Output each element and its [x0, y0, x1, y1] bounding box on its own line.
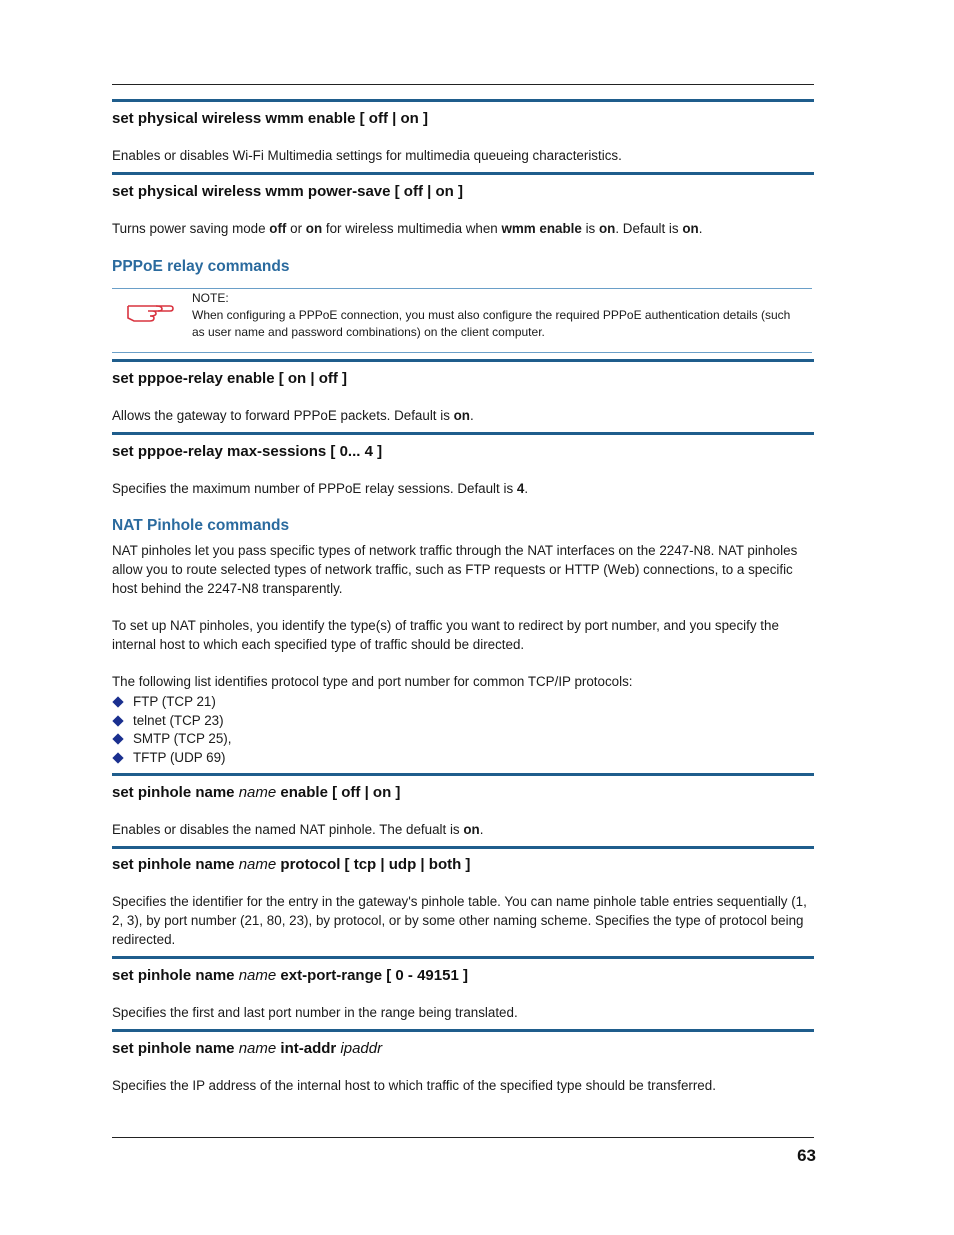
nat-paragraph: The following list identifies protocol type and port number for common TCP/IP protocols:: [112, 674, 633, 689]
footer-rule: [112, 1137, 814, 1138]
pointing-hand-icon: [126, 297, 174, 323]
command-rule: [112, 846, 814, 849]
list-item: TFTP (UDP 69): [112, 749, 712, 768]
note-label: NOTE:: [192, 291, 229, 305]
command-pppoe-enable: set pppoe-relay enable [ on | off ]: [112, 370, 348, 387]
section-heading-pppoe: PPPoE relay commands: [112, 258, 290, 275]
diamond-bullet-icon: [112, 696, 123, 707]
desc-wmm-powersave: Turns power saving mode off or on for wireless multimedia when wmm enable is on. Default is on.: [112, 221, 703, 236]
command-rule: [112, 432, 814, 435]
section-heading-nat: NAT Pinhole commands: [112, 517, 290, 534]
list-item: FTP (TCP 21): [112, 693, 712, 712]
nat-paragraph: To set up NAT pinholes, you identify the type(s) of traffic you want to redirect by port number, and you specify the internal host to which each specified type of traffic should be directed.: [112, 618, 779, 652]
diamond-bullet-icon: [112, 715, 123, 726]
command-pinhole-int-addr: set pinhole name name int-addr ipaddr: [112, 1040, 383, 1057]
desc-pppoe-max-sessions: Specifies the maximum number of PPPoE relay sessions. Default is 4.: [112, 481, 529, 496]
desc-pinhole-int-addr: Specifies the IP address of the internal host to which traffic of the specified type should be transferred.: [112, 1078, 716, 1093]
diamond-bullet-icon: [112, 752, 123, 763]
header-rule: [112, 84, 814, 85]
command-pppoe-max-sessions: set pppoe-relay max-sessions [ 0... 4 ]: [112, 443, 383, 460]
command-pinhole-protocol: set pinhole name name protocol [ tcp | udp | both ]: [112, 856, 471, 873]
command-rule: [112, 956, 814, 959]
page-number: 63: [797, 1146, 816, 1165]
list-item: SMTP (TCP 25),: [112, 730, 712, 749]
nat-paragraph: NAT pinholes let you pass specific types of network traffic through the NAT interfaces on the 2247-N8. NAT pinholes allow you to route selected types of network traffic, such as FTP requests or HTTP (Web) connections, to a specific host behind the 2247-N8 transparently.: [112, 543, 798, 596]
protocol-list: [112, 693, 712, 768]
list-item: telnet (TCP 23): [112, 712, 712, 731]
command-rule: [112, 172, 814, 175]
desc-wmm-enable: Enables or disables Wi-Fi Multimedia settings for multimedia queueing characteristics.: [112, 148, 622, 163]
desc-pinhole-enable: Enables or disables the named NAT pinhole. The defualt is on.: [112, 822, 484, 837]
note-text: When configuring a PPPoE connection, you must also configure the required PPPoE authentication details (such as user name and password combinations) on the client computer.: [192, 308, 791, 339]
desc-pinhole-ext-port-range: Specifies the first and last port number in the range being translated.: [112, 1005, 518, 1020]
command-rule: [112, 1029, 814, 1032]
command-rule: [112, 359, 814, 362]
command-pinhole-ext-port-range: set pinhole name name ext-port-range [ 0 - 49151 ]: [112, 967, 468, 984]
diamond-bullet-icon: [112, 734, 123, 745]
command-pinhole-enable: set pinhole name name enable [ off | on ]: [112, 784, 401, 801]
document-page: [112, 0, 814, 1235]
command-wmm-powersave: set physical wireless wmm power-save [ off | on ]: [112, 183, 463, 200]
command-rule: [112, 773, 814, 776]
command-rule: [112, 99, 814, 102]
note-box: [112, 288, 812, 353]
desc-pinhole-protocol: Specifies the identifier for the entry in the gateway's pinhole table. You can name pinhole table entries sequentially (1, 2, 3), by port number (21, 80, 23), by protocol, or by some other naming scheme. Specifies the type of protocol being redirected.: [112, 894, 807, 947]
command-wmm-enable: set physical wireless wmm enable [ off | on ]: [112, 110, 428, 127]
desc-pppoe-enable: Allows the gateway to forward PPPoE packets. Default is on.: [112, 408, 474, 423]
